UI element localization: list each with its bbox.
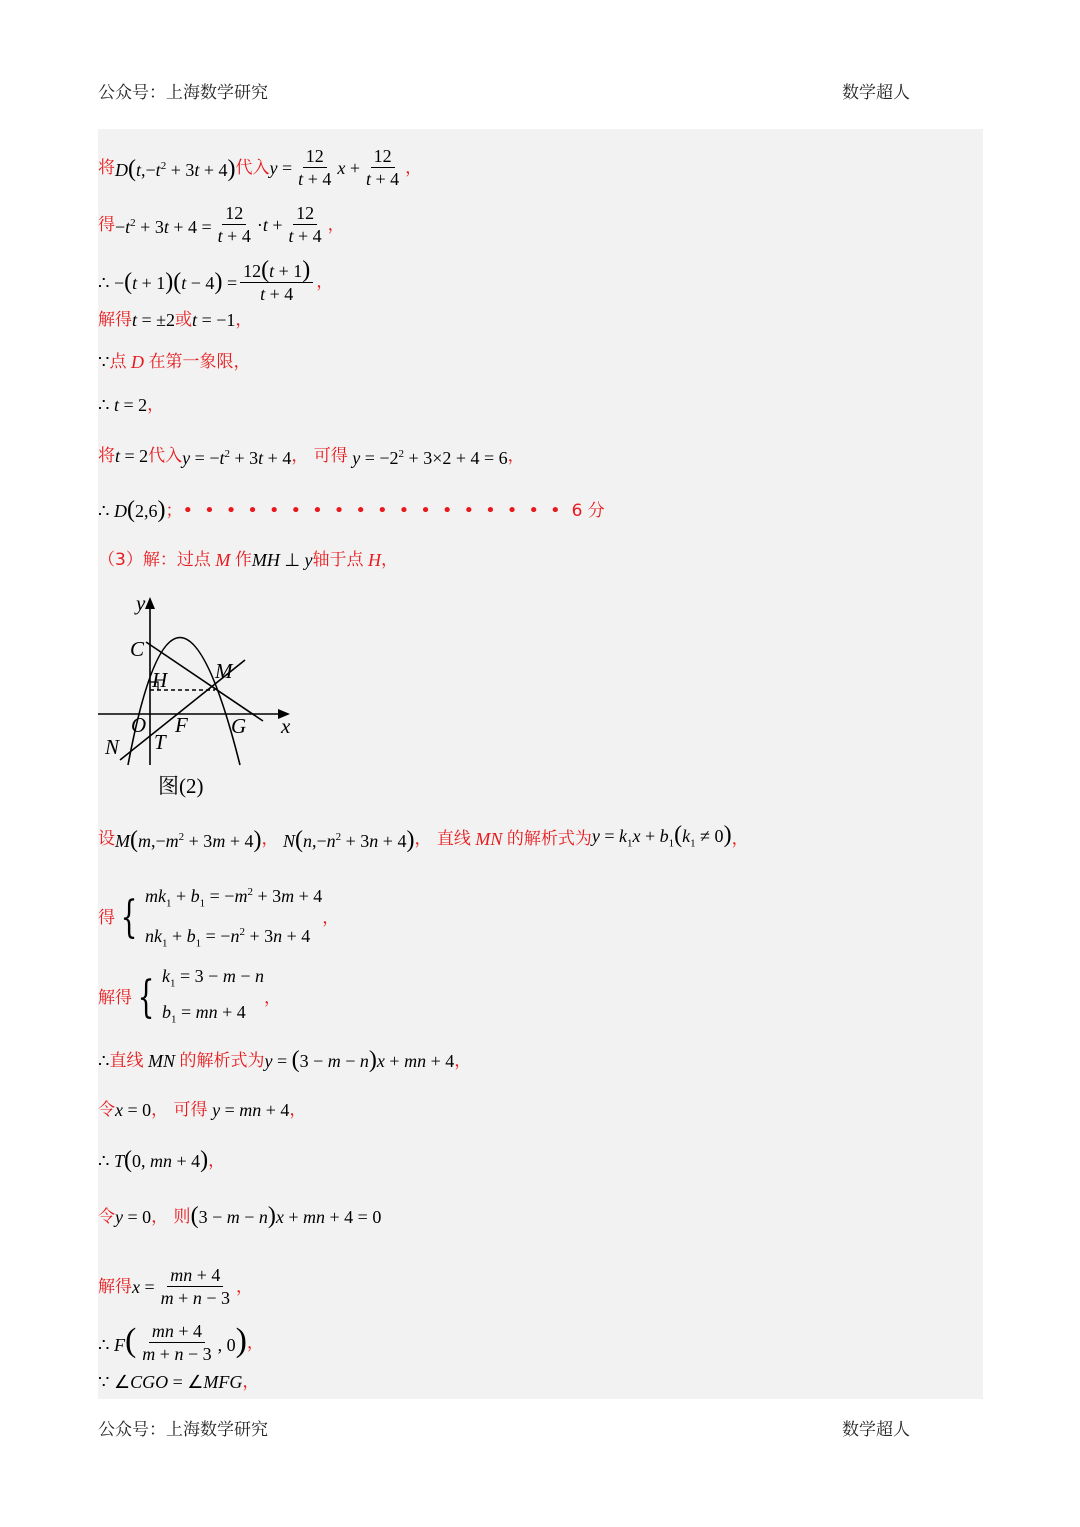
- solution-line-8: ∴ D(2,6) ； •••••••••••••••••• 6 分: [98, 497, 605, 523]
- label-x: x: [281, 714, 291, 738]
- score-label: 6 分: [571, 500, 605, 521]
- label-n: N: [105, 735, 120, 759]
- page-footer-left: 公众号：上海数学研究: [98, 1420, 268, 1440]
- solution-line-1: 将 $D(t,-t^2 + 3t + 4)$ 代入 y = $\frac{12}{t + 4}$ x + $\frac{12}{t + 4}$ ，: [98, 146, 423, 189]
- label-h: H: [152, 668, 168, 692]
- solution-line-10: 设 $M(m,-m^2 + 3m + 4)$ ， $N(n,-n^2 + 3n + 4)$ ， 直线 MN 的解析式为 $y = k_1x + b_1(k_1 \ne 0)$ ，: [98, 822, 749, 854]
- solution-line-19: ∵ ∠CGO = ∠MFG ，: [98, 1372, 260, 1392]
- solution-line-16: 令 y = 0 ， 则 (3 − m − n)x + mn + 4 = 0: [98, 1203, 382, 1229]
- label-t: T: [154, 730, 166, 754]
- solution-line-15: ∴ T(0, mn + 4) ，: [98, 1147, 226, 1173]
- label-m: M: [215, 659, 233, 683]
- solution-line-5: ∵ 点 D 在第一象限，: [98, 352, 251, 372]
- solution-line-11: 得 { $mk_1 + b_1 = -m^2 + 3m + 4$ $nk_1 + b_1 = -n^2 + 3n + 4$ ，: [98, 886, 340, 950]
- solution-line-13: ∴ 直线 MN 的解析式为 y = (3 − m − n)x + mn + 4 ，: [98, 1047, 472, 1073]
- solution-line-3: ∴ −(t + 1)(t − 4) = $\frac{12(t + 1)}{t + 4}$ ，: [98, 257, 334, 304]
- solution-line-2: 得 $-t^2 + 3t + 4$ = $\frac{12}{t + 4}$ ·t + $\frac{12}{t + 4}$ ，: [98, 203, 345, 246]
- solution-line-18: ∴ F( $\frac{mn + 4}{m + n - 3}$ , 0) ，: [98, 1321, 264, 1364]
- page-header-right: 数学超人: [842, 83, 910, 103]
- solution-line-14: 令 x = 0 ， 可得 y = mn + 4 ，: [98, 1100, 307, 1120]
- label-y: y: [136, 591, 146, 615]
- solution-line-6: ∴ t = 2 ，: [98, 395, 165, 415]
- y-axis-arrow: [145, 597, 155, 609]
- label-c: C: [130, 637, 145, 661]
- page-header-left: 公众号：上海数学研究: [98, 83, 268, 103]
- label-o: O: [131, 713, 147, 737]
- solution-line-9: （3）解：过点 M 作 MH ⊥ y 轴于点 H ，: [98, 550, 399, 570]
- parabola: [128, 638, 240, 766]
- solution-line-7: 将 t = 2 代入 $y = -t^2 + 3t + 4$ ， 可得 $y = -2^2 + 3\times 2 + 4 = 6$ ，: [98, 446, 525, 468]
- page-footer-right: 数学超人: [842, 1420, 910, 1440]
- solution-line-4: 解得 t = ±2 或 t = −1 ，: [98, 310, 253, 330]
- score-dots: ••••••••••••••••••: [182, 499, 572, 521]
- solution-line-12: 解得 { $k_1 = 3 - m - n$ $b_1$ = mn + 4 ，: [98, 966, 281, 1026]
- figure-caption: 图(2): [158, 774, 204, 798]
- geometry-figure: [98, 590, 308, 805]
- label-g: G: [231, 714, 247, 738]
- solution-line-17: 解得 x = $\frac{mn + 4}{m + n - 3}$ ，: [98, 1265, 253, 1308]
- label-f: F: [175, 713, 188, 737]
